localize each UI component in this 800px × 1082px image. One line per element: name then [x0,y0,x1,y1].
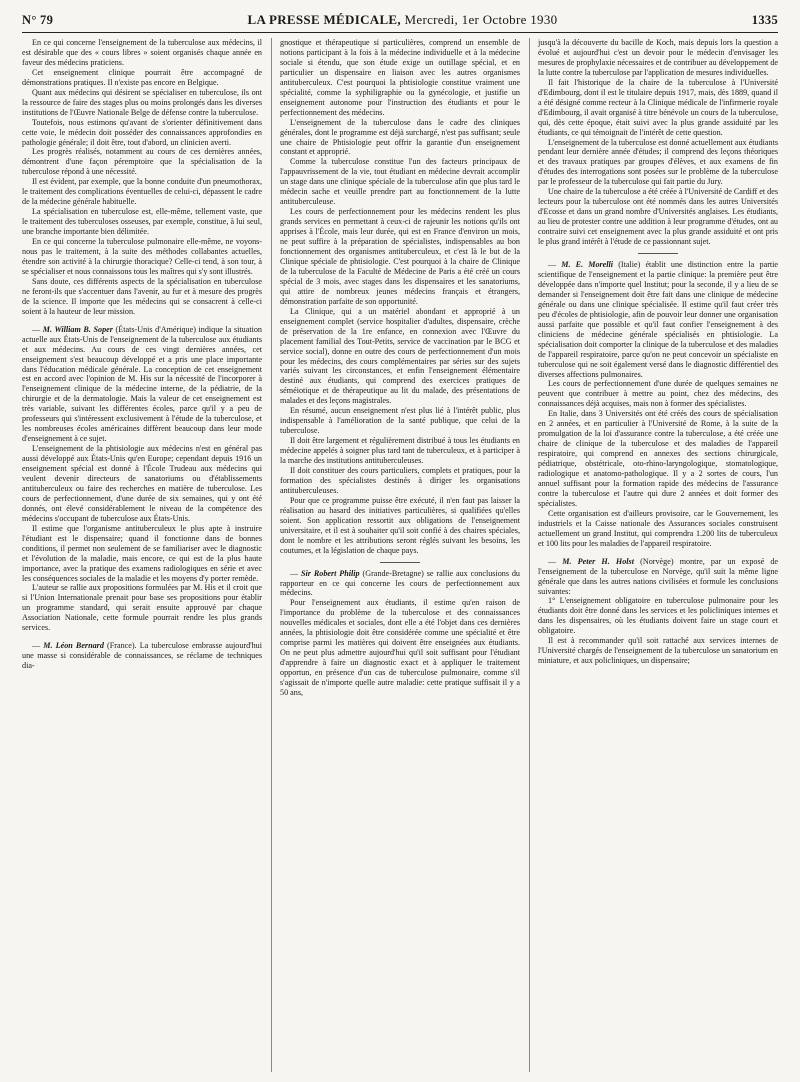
column-2 [271,38,520,1072]
paragraph: Il doit être largement et régulièrement distribué à tous les étudiants en médecine appelés à soigner plus tard tant de tuberculeux, et à participer à la marche des institutions antituberculeuses. [280,436,520,466]
speaker-text: La tuberculose embrasse aujourd'hui une masse si considérable de connaissances, se réclame de techniques dia- [22,641,262,671]
paragraph: Sans doute, ces différents aspects de la spécialisation en tuberculose ne feront-ils que s'accentuer dans l'avenir, au fur et à mesure des progrès de la science. Il importe que les médecins qui se consacrent à celle-ci soient à la hauteur de leur mission. [22,276,262,316]
speaker-entry-bernard: — M. Léon Bernard (France). La tuberculose embrasse aujourd'hui une masse si considérable de connaissances, se réclame de techniques dia- [22,641,262,671]
paragraph: gnostique et thérapeutique si particulières, comprend un ensemble de notions participant à la fois à la médecine individuelle et à la médecine sociale si étendu, que son étude exige un outillage spécial, et en particulier un dispensaire en liaison avec les autres organismes antituberculeux. C'est pourquoi la phtisiologie constitue vraiment une spécialité, comme la syphiligraphie ou la gynécologie, et justifie un enseignement autonome pour l'instruction des étudiants et pour le perfectionnement des médecins. [280,38,520,117]
speaker-entry-morelli: — M. E. Morelli (Italie) établit une distinction entre la partie scientifique de l'enseignement et la partie clinique: la première peut être développée dans n'importe quel Institut; pour la seconde, il y a lieu de se demander si l'enseignement doit être fait dans une clinique de médecine générale ou dans une clinique spécialisée. Il estime qu'il faut créer très peu d'écoles de phtisiologie, afin de pouvoir leur donner une organisation aussi parfaite que possible et qu'il faut confier l'enseignement à des cliniciens de médecine générale spécialisés en phtisiologie. La spécialisation doit comporter la clinique de la tuberculose et des maladies de l'appareil respiratoire, parce qu'on ne peut concevoir un spécialiste en tuberculose qui ne soit également versé dans le diagnostic différentiel des diverses affections pulmonaires. [538,260,778,379]
speaker-name: M. Peter H. Holst [562,556,634,566]
page-header [22,12,778,33]
article-columns [22,38,778,1072]
speaker-origin: (Norvège) [640,556,674,566]
paragraph: Il fait l'historique de la chaire de la tuberculose à l'Université d'Edimbourg, dont il est le titulaire depuis 1917, mais, dès 1889, quand il a été désigné comme recteur à la Clinique médicale de l'infirmerie royale d'Edimbourg, il avait organisé à titre bénévole un cours de la tuberculose, qui, dès cette époque, était suivi avec la plus grande assiduité par les étudiants, ce qui témoignait de l'intérêt de cette question. [538,77,778,137]
paragraph: Les progrès réalisés, notamment au cours de ces dernières années, démontrent d'une façon péremptoire que la spécialisation de la tuberculose répond à une nécessité. [22,147,262,177]
paragraph: Les cours de perfectionnement pour les médecins rendent les plus grands services en permettant à ceux-ci de rajeunir les notions qu'ils ont apprises à l'École, mais leur durée, qui est en France d'environ un mois, ne peut suffire à la préparation de spécialistes, indispensables au bon fonctionnement des organismes antituberculeux, et c'est là le but de la Clinique spéciale de phtisiologie. C'est pourquoi à la chaire de Clinique de la tuberculose de la Faculté de Médecine de Paris a été créé un cours spécial de 3 mois, avec stages dans les dispensaires et les sanatoriums, qui attire de nombreux jeunes médecins français et étrangers, démonstration parfaite de son opportunité. [280,207,520,306]
speaker-name: Sir Robert Philip [301,568,360,578]
paragraph: Comme la tuberculose constitue l'un des facteurs principaux de l'appauvrissement de la vie, tout étudiant en médecine devrait accomplir un stage dans une clinique spéciale de la tuberculose afin que plus tard le médecin sache et veuille prendre part au fonctionnement de la lutte antituberculeuse. [280,157,520,207]
issue-number: N° 79 [22,13,54,27]
speaker-entry-holst: — M. Peter H. Holst (Norvège) montre, par un exposé de l'enseignement de la tuberculose en Norvège, qu'il suit la même ligne générale que dans les autres nations civilisées et formule les conclusions suivantes: [538,556,778,596]
paragraph: L'enseignement de la tuberculose dans le cadre des cliniques générales, dont le programme est déjà surchargé, n'est pas suffisant; seule une chaire de Phtisiologie peut offrir la garantie d'un enseignement constant et approprié. [280,117,520,157]
speaker-name: M. E. Morelli [561,260,614,270]
paragraph: Cette organisation est d'ailleurs provisoire, car le Gouvernement, les industriels et la Caisse nationale des Assurances sociales construisent actuellement un grand Institut, qui comprendra 1.200 lits de tuberculeux et 100 lits pour les maladies de l'appareil respiratoire. [538,508,778,548]
speaker-entry-philip: — Sir Robert Philip (Grande-Bretagne) se rallie aux conclusions du rapporteur en ce qui concerne les cours de perfectionnement aux médecins. [280,568,520,598]
paragraph: Toutefois, nous estimons qu'avant de s'orienter définitivement dans cette voie, le médecin doit posséder des connaissances approfondies en pathologie générale; il doit être, tout d'abord, un clinicien averti. [22,117,262,147]
speaker-origin: (Grande-Bretagne) [362,568,424,578]
speaker-name: M. Léon Bernard [43,641,104,651]
paragraph: Les cours de perfectionnement d'une durée de quelques semaines ne peuvent que contribuer à mettre au point, chez des médecins, des connaissances déjà acquises, mais non à former des spécialistes. [538,379,778,409]
paragraph: Quant aux médecins qui désirent se spécialiser en tuberculose, ils ont la ressource de faire des stages plus ou moins prolongés dans les diverses institutions de l'Œuvre Nationale Belge de défense contre la tuberculose. [22,87,262,117]
speaker-origin: (France). [107,641,137,651]
paragraph: Il doit constituer des cours particuliers, complets et pratiques, pour la formation des spécialistes destinés à diriger les organisations antituberculeuses. [280,465,520,495]
paragraph: Pour que ce programme puisse être exécuté, il n'en faut pas laisser la réalisation au hasard des initiatives particulières, si qualifiées qu'elles soient. Son application ressortit aux obligations de l'enseignement universitaire, et il est à souhaiter qu'il soit confié à des chaires spéciales, dont le nombre et les attributions seront réglés suivant les besoins, les coutumes, et la législation de chaque pays. [280,495,520,555]
paragraph: Une chaire de la tuberculose a été créée à l'Université de Cardiff et des lecteurs pour la tuberculose ont été nommés dans les autres Universités d'Ecosse et dans un grand nombre d'Universités anglaises. Les étudiants, au lieu de protester contre une addition à leur programme d'études, ont au contraire suivi cet enseignement avec la plus grande assiduité et ont pris le plus grand intérêt à l'étude de ce passionnant sujet. [538,187,778,247]
paragraph: La spécialisation en tuberculose est, elle-même, tellement vaste, que le traitement des tuberculoses osseuses, par exemple, constitue, à lui seul, une branche importante bien délimitée. [22,207,262,237]
speaker-text: indique la situation actuelle aux États-Unis de l'enseignement de la tuberculose aux étudiants et aux médecins. Au cours de ces vingt dernières années, cet enseignement s'est beaucoup développé et a pris une place importante dans l'éducation médicale générale. La conception de cet enseignement est en accord avec l'opinion de M. His sur la nécessité de l'incorporer à l'enseignement clinique de la médecine interne, de la pédiatrie, de la chirurgie et de la dermatologie. Mais la valeur de cet enseignement est très variable, suivant les différentes écoles, parce qu'il y a peu de professeurs qui s'intéressent exclusivement à l'étude de la tuberculose, et les nombreuses écoles américaines diffèrent beaucoup dans leur mode d'enseignement à ce sujet. [22,324,262,444]
speaker-text: établit une distinction entre la partie scientifique de l'enseignement et la partie clinique: la première peut être développée dans n'importe quel Institut; pour la seconde, il y a lieu de se demander si l'enseignement doit être fait dans une clinique de médecine générale ou dans une clinique spécialisée. Il estime qu'il faut créer très peu d'écoles de phtisiologie, afin de pouvoir leur donner une organisation aussi parfaite que possible et qu'il faut confier l'enseignement à des cliniciens de médecine générale spécialisés en phtisiologie. La spécialisation doit comporter la clinique de la tuberculose et des maladies de l'appareil respiratoire, parce qu'on ne peut concevoir un spécialiste en tuberculose qui ne soit également versé dans le diagnostic différentiel des diverses affections pulmonaires. [538,260,778,379]
paragraph: L'enseignement de la tuberculose est donné actuellement aux étudiants pendant leur dernière année d'études; il comprend des leçons théoriques et des travaux pratiques par groupes d'élèves, et aux examens de fin d'études des interrogations sont posées sur le problème de la tuberculose par le professeur de la tuberculose qui fait partie du Jury. [538,137,778,187]
paragraph: La Clinique, qui a un matériel abondant et approprié à un enseignement complet (service hospitalier d'adultes, dispensaire, crèche de préservation de la 1re enfance, en connexion avec l'Œuvre du placement familial des Tout-Petits, service de vaccination par le BCG et service social), donne en outre des cours de perfectionnement d'un mois pour les médecins, des cours complémentaires par séries sur des sujets variés suivant les circonstances, et enfin l'enseignement élémentaire destiné aux étudiants, qui comprend des exercices pratiques de séméiotique et de thérapeutique au lit du malade, des présentations de malades et des leçons magistrales. [280,306,520,406]
paragraph: Il est évident, par exemple, que la bonne conduite d'un pneumothorax, le traitement des complications éventuelles de celui-ci, dépassent le cadre de la médecine générale habituelle. [22,177,262,207]
page-number: 1335 [751,13,778,27]
paragraph: L'enseignement de la phtisiologie aux médecins n'est en général pas aussi développé aux États-Unis qu'en Europe; cependant depuis 1916 un enseignement spécial est donné à l'École Trudeau aux médecins qui veulent devenir directeurs de sanatoriums ou d'établissements antituberculeux ou faire des recherches en matière de tuberculose. Les cours de perfectionnement, d'une durée de six semaines, qui y ont été donnés, ont élevé considérablement le niveau de la compétence des médecins s'occupant de tuberculose aux États-Unis. [22,444,262,523]
paragraph: En résumé, aucun enseignement n'est plus lié à l'intérêt public, plus indispensable à l'amélioration de la santé publique, que celui de la tuberculose. [280,406,520,436]
speaker-origin: (États-Unis d'Amérique) [115,324,196,334]
paragraph: En ce qui concerne la tuberculose pulmonaire elle-même, ne voyons-nous pas le traitement, à la suite des méthodes collabantes actuelles, étendre son activité à la chirurgie thoracique? Celle-ci tend, à son tour, à se spécialiser et nous connaissons tous les maîtres qui s'y sont illustrés. [22,237,262,276]
speaker-text: montre, par un exposé de l'enseignement de la tuberculose en Norvège, qu'il suit la même ligne générale que dans les autres nations civilisées et formule les conclusions suivantes: [538,556,778,596]
paragraph: Cet enseignement clinique pourrait être accompagné de démonstrations pratiques. Il n'existe pas encore en Belgique. [22,67,262,87]
paragraph: Il est à recommander qu'il soit rattaché aux services internes de l'Université chargés de l'enseignement de la tuberculose un sanatorium en miniature, et aux policliniques, un dispensaire; [538,636,778,666]
issue-date: Mercredi, 1er Octobre 1930 [404,12,558,27]
section-divider [380,562,420,563]
paragraph: jusqu'à la découverte du bacille de Koch, mais depuis lors la question a évolué et aujourd'hui c'est un devoir pour le médecin d'envisager les mesures de prophylaxie nécessaires et de contribuer au développement de la lutte contre la tuberculose par l'application de mesures individuelles. [538,38,778,77]
paragraph: En ce qui concerne l'enseignement de la tuberculose aux médecins, il est désirable que des « cours libres » soient organisés chaque année en faveur des médecins praticiens. [22,38,262,67]
paragraph: 1° L'enseignement obligatoire en tuberculose pulmonaire pour les étudiants doit être donné dans les services et les policliniques internes et dans les dispensaires, où les étudiants doivent faire un stage court et obligatoire. [538,596,778,636]
speaker-origin: (Italie) [618,260,641,270]
paragraph: Il estime que l'organisme antituberculeux le plus apte à instruire l'étudiant est le dispensaire; quand il fonctionne dans de bonnes conditions, il permet non seulement de se familiariser avec le diagnostic et l'évolution de la maladie, mais encore, ce qui est de la plus haute importance, avec la pratique des examens radiologiques en série et avec les conséquences sociales de la maladie et les moyens d'y porter remède. [22,523,262,583]
journal-title-line [248,12,558,28]
paragraph: En Italie, dans 3 Universités ont été créés des cours de spécialisation en 2 années, et en particulier à l'Université de Rome, à la suite de la promulgation de la loi d'assurance contre la tuberculose, a été créée une chaire de clinique de la tuberculose et des maladies de l'appareil respiratoire, qui comprend en annexes des sections chirurgicale, pédiatrique, obstétricale, oto-rhino-laryngologique, stomatologique, radiologique et anatomo-pathologique. Il y a 2 sortes de cours, l'un annuel suffisant pour la formation rapide des médecins de l'assurance contre la tuberculose et l'autre qui dure 2 années et doit former des spécialistes. [538,409,778,508]
speaker-text: se rallie aux conclusions du rapporteur en ce qui concerne les cours de perfectionnement aux médecins. [280,568,520,598]
section-divider [638,253,678,254]
paragraph: Pour l'enseignement aux étudiants, il estime qu'en raison de l'importance du problème de la tuberculose et des connaissances nouvelles médicales et sociales, dont elle a été l'objet dans ces dernières années, la phtisiologie doit être considérée comme une spécialité et être comprise parmi les matières qui doivent être enseignées aux étudiants. On ne peut plus admettre aujourd'hui qu'il soit suffisant pour l'étudiant d'apprendre à faire un diagnostic exact et à appliquer le traitement opportun, en présence d'un cas de tuberculose pulmonaire, comme s'il s'agissait de n'importe quelle autre maladie: cette pratique suffisait il y a 50 ans, [280,598,520,697]
journal-title: LA PRESSE MÉDICALE, [247,12,401,27]
speaker-entry-soper: — M. William B. Soper (États-Unis d'Amérique) indique la situation actuelle aux États-Unis de l'enseignement de la tuberculose aux étudiants et aux médecins. Au cours de ces vingt dernières années, cet enseignement s'est beaucoup développé et a pris une place importante dans l'éducation médicale générale. La conception de cet enseignement est en accord avec l'opinion de M. His sur la nécessité de l'incorporer à l'enseignement clinique de la médecine interne, de la pédiatrie, de la chirurgie et de la dermatologie. Mais la valeur de cet enseignement est très variable, suivant les différentes écoles, parce qu'il y a peu de professeurs qui s'intéressent exclusivement à l'étude de la tuberculose, et les nombreuses écoles américaines diffèrent beaucoup dans leur mode d'enseignement à ce sujet. [22,324,262,444]
paragraph: L'auteur se rallie aux propositions formulées par M. His et il croit que si l'Union Internationale prenait pour base ses propositions pour établir un programme standard, qui serait ensuite approuvé par chaque Association Nationale, cette formule pourrait rendre les plus grands services. [22,583,262,633]
column-1 [22,38,262,1072]
column-3 [529,38,778,1072]
speaker-name: M. William B. Soper [42,324,113,334]
